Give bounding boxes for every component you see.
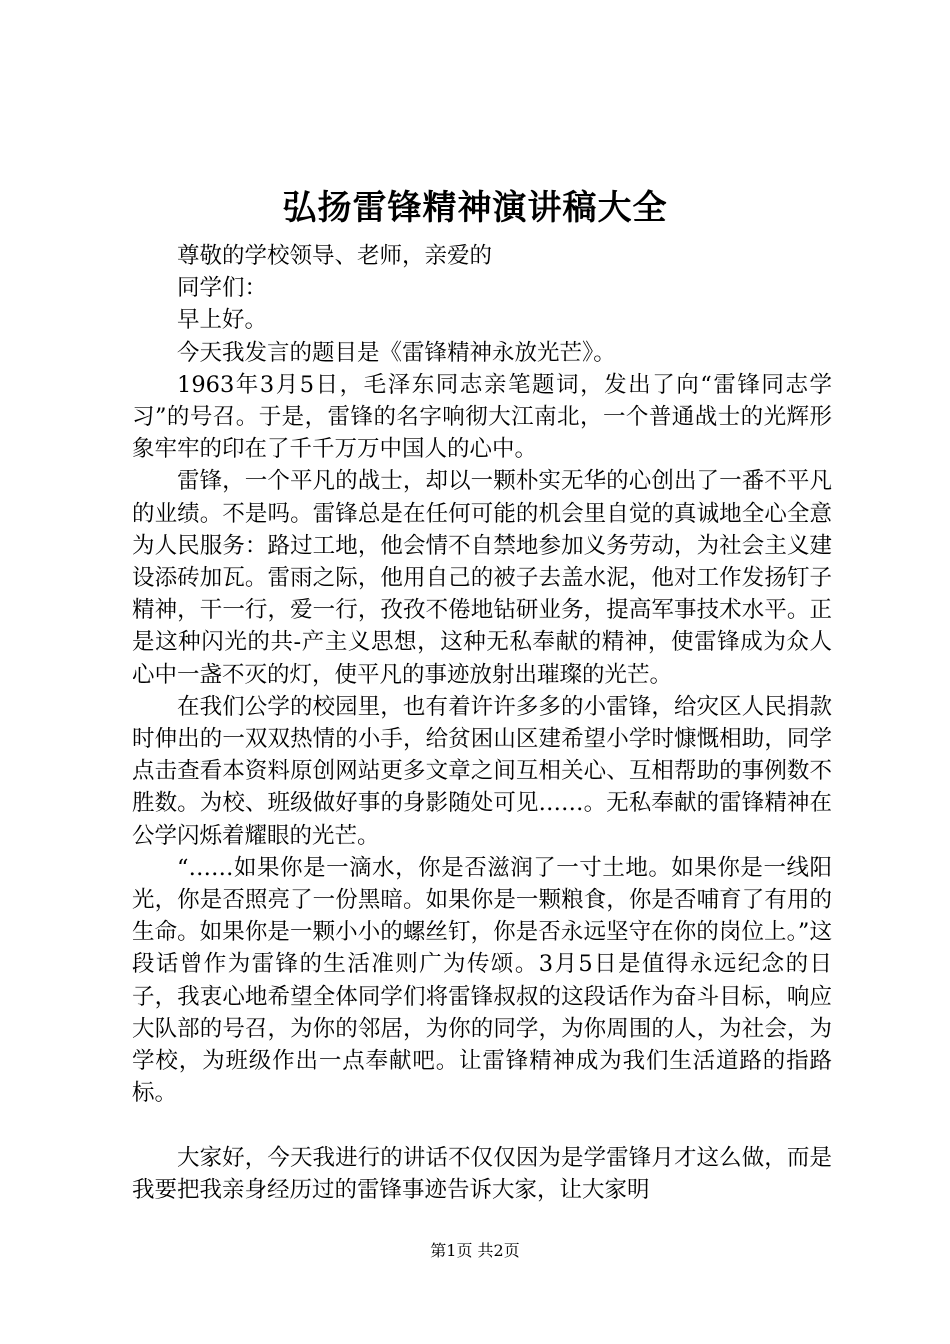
paragraph-speech-start: 大家好，今天我进行的讲话不仅仅因为是学雷锋月才这么做，而是我要把我亲身经历过的雷锋事迹告诉大家，让大家明 (132, 1144, 832, 1203)
paragraph-lei-feng-deeds: 雷锋，一个平凡的战士，却以一颗朴实无华的心创出了一番不平凡的业绩。不是吗。雷锋总是在任何可能的机会里自觉的真诚地全心全意为人民服务：路过工地，他会情不自禁地参加义务劳动，为社会主义建设添砖加瓦。雷雨之际，他用自己的被子去盖水泥，他对工作发扬钉子精神，干一行，爱一行，孜孜不倦地钻研业务，提高军事技术水平。正是这种闪光的共-产主义思想，这种无私奉献的精神，使雷锋成为众人心中一盏不灭的灯，使平凡的事迹放射出璀璨的光芒。 (132, 468, 832, 688)
paragraph-blank (132, 1109, 832, 1141)
paragraph-campus: 在我们公学的校园里，也有着许许多多的小雷锋，给灾区人民捐款时伸出的一双双热情的小手，给贫困山区建希望小学时慷慨相助，同学点击查看本资料原创网站更多文章之间互相关心、互相帮助的事例数不胜数。为校、班级做好事的身影随处可见……。无私奉献的雷锋精神在公学闪烁着耀眼的光芒。 (132, 693, 832, 849)
paragraph-quote: “……如果你是一滴水，你是否滋润了一寸土地。如果你是一线阳光，你是否照亮了一份黑暗。如果你是一颗粮食，你是否哺育了有用的生命。如果你是一颗小小的螺丝钉，你是否永远坚守在你的岗位上。”这段话曾作为雷锋的生活准则广为传颂。3月5日是值得永远纪念的日子，我衷心地希望全体同学们将雷锋叔叔的这段话作为奋斗目标，响应大队部的号召，为你的邻居，为你的同学，为你周围的人，为社会，为学校，为班级作出一点奉献吧。让雷锋精神成为我们生活道路的指路标。 (132, 854, 832, 1107)
paragraph-good-morning: 早上好。 (177, 307, 268, 334)
paragraph-greeting-continued: 同学们： (177, 275, 268, 302)
document-title: 弘扬雷锋精神演讲稿大全 (282, 188, 668, 228)
paragraph-topic: 今天我发言的题目是《雷锋精神永放光芒》。 (177, 339, 616, 366)
page-footer: 第1页 共2页 (430, 1241, 520, 1260)
paragraph-1963: 1963年3月5日，毛泽东同志亲笔题词，发出了向“雷锋同志学习”的号召。于是，雷锋的名字响彻大江南北，一个普通战士的光辉形象牢牢的印在了千千万万中国人的心中。 (132, 371, 832, 463)
document-body (132, 240, 832, 1206)
paragraph-greeting: 尊敬的学校领导、老师，亲爱的 (177, 243, 493, 269)
